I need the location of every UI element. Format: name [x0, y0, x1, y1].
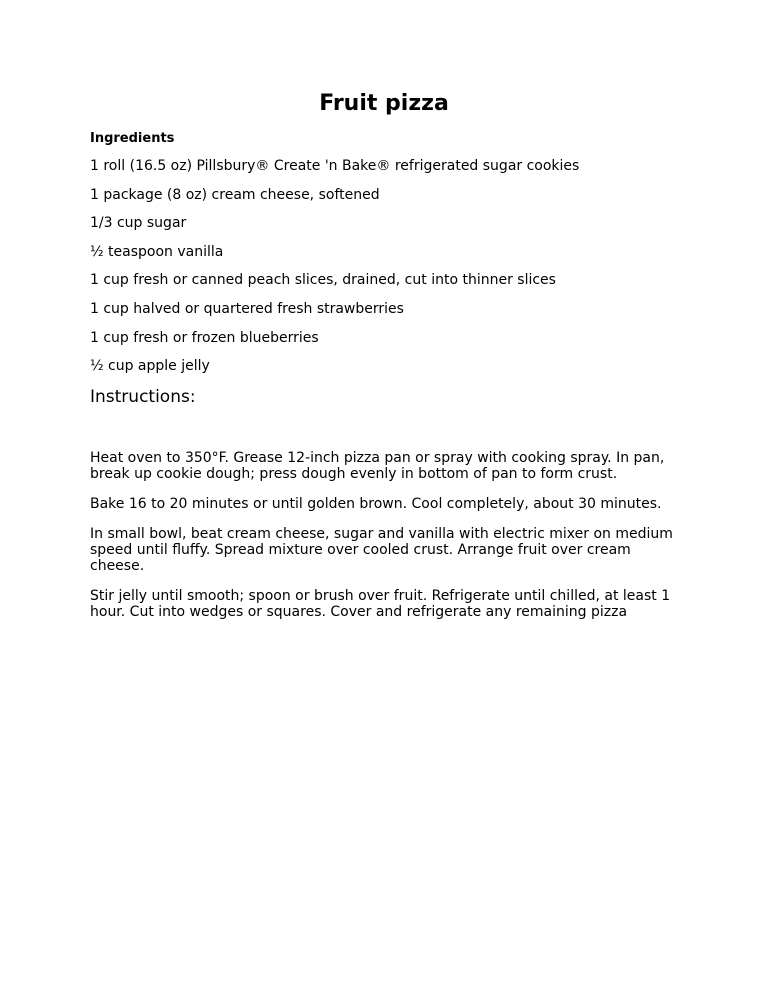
- ingredient-item: 1 package (8 oz) cream cheese, softened: [90, 186, 380, 203]
- instruction-step: Heat oven to 350°F. Grease 12-inch pizza pan or spray with cooking spray. In pan, break up cookie dough; press dough evenly in bottom of pan to form crust.: [90, 450, 665, 482]
- ingredient-item: ½ cup apple jelly: [90, 358, 210, 375]
- ingredient-item: 1 cup halved or quartered fresh strawberries: [90, 300, 404, 317]
- ingredient-item: 1/3 cup sugar: [90, 215, 187, 232]
- recipe-title: Fruit pizza: [319, 91, 449, 116]
- instructions-heading: Instructions:: [90, 387, 196, 407]
- ingredients-heading: Ingredients: [90, 131, 175, 146]
- instruction-step: Stir jelly until smooth; spoon or brush over fruit. Refrigerate until chilled, at least 1 hour. Cut into wedges or squares. Cover and refrigerate any remaining pizza: [90, 588, 671, 620]
- ingredient-item: 1 cup fresh or canned peach slices, drained, cut into thinner slices: [90, 272, 556, 289]
- ingredient-item: 1 roll (16.5 oz) Pillsbury® Create 'n Bake® refrigerated sugar cookies: [90, 158, 580, 174]
- instruction-step: In small bowl, beat cream cheese, sugar and vanilla with electric mixer on medium speed until fluffy. Spread mixture over cooled crust. Arrange fruit over cream cheese.: [90, 526, 673, 574]
- instructions-steps: [90, 450, 680, 634]
- instruction-step: Bake 16 to 20 minutes or until golden brown. Cool completely, about 30 minutes.: [90, 496, 662, 512]
- ingredient-item: ½ teaspoon vanilla: [90, 243, 224, 260]
- ingredients-list: [90, 157, 579, 386]
- ingredient-item: 1 cup fresh or frozen blueberries: [90, 329, 319, 346]
